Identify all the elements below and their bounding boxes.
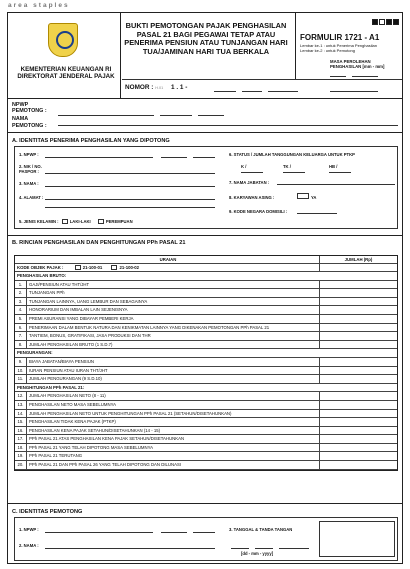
table-row — [15, 401, 397, 410]
table-row — [15, 306, 397, 315]
table-row — [15, 332, 397, 341]
withholder-npwp-label: NPWP PEMOTONG : — [12, 102, 47, 115]
row-description: TUNJANGAN LAINNYA, UANG LEMBUR DAN SEBAGAINYA — [29, 298, 148, 304]
header-divider — [295, 13, 296, 79]
amount-field[interactable] — [319, 281, 397, 289]
signer-npwp-field-1[interactable] — [45, 532, 153, 533]
row-number: 15. — [15, 418, 27, 426]
row-number: 16. — [15, 427, 27, 435]
signer-name-label: 2. NAMA : — [19, 543, 39, 548]
date-year-field[interactable] — [279, 548, 309, 549]
row-number: 20. — [15, 461, 27, 469]
table-row — [15, 444, 397, 453]
tax-object-code-row — [15, 264, 397, 272]
withholder-name-label: NAMA PEMOTONG : — [12, 116, 47, 129]
row-number: 7. — [15, 332, 27, 340]
table-row — [15, 289, 397, 298]
income-table — [14, 255, 398, 471]
table-row — [15, 461, 397, 470]
row-description: GAJI/PENSIUN ATAU THT/JHT — [29, 281, 90, 287]
row-description: PENGHASILAN KENA PAJAK SETAHUN/DISETAHUNKAN (14 - 15) — [29, 427, 161, 433]
table-row — [15, 358, 397, 367]
row-number: 14. — [15, 410, 27, 418]
amount-field[interactable] — [319, 375, 397, 383]
recipient-address-label: 4. ALAMAT : — [19, 195, 44, 200]
tax-form — [7, 12, 403, 564]
section-b-title: B. RINCIAN PENGHASILAN DAN PENGHITUNGAN PPh PASAL 21 — [12, 240, 186, 246]
row-number: 9. — [15, 358, 27, 366]
row-number: 11. — [15, 375, 27, 383]
table-row — [15, 418, 397, 427]
date-day-field[interactable] — [231, 548, 249, 549]
row-description: HONORARIUM DAN IMBALAN LAIN SEJENISNYA — [29, 307, 128, 313]
amount-field[interactable] — [319, 392, 397, 400]
gender-row — [19, 219, 133, 224]
position-label: 7. NAMA JABATAN : — [229, 180, 270, 185]
title-line: BUKTI PEMOTONGAN PAJAK PENGHASILAN — [125, 21, 287, 30]
header-rule — [122, 79, 402, 80]
signer-npwp-field-2[interactable] — [161, 532, 187, 533]
table-row — [15, 410, 397, 419]
amount-field[interactable] — [319, 289, 397, 297]
ministry-logo-icon — [48, 23, 78, 57]
row-number: 1. — [15, 281, 27, 289]
withholder-npwp-field-1[interactable] — [58, 115, 154, 116]
row-number: 13. — [15, 401, 27, 409]
recipient-npwp-field-2[interactable] — [161, 157, 187, 158]
nomor-field-2[interactable] — [242, 91, 262, 92]
withholder-npwp-field-3[interactable] — [198, 115, 224, 116]
amount-field[interactable] — [319, 435, 397, 443]
status-k-label: K / — [241, 164, 247, 169]
header-divider — [120, 13, 121, 99]
withholder-block — [12, 102, 52, 129]
date-month-field[interactable] — [255, 548, 273, 549]
gender-label: 5. JENIS KELAMIN : — [19, 219, 59, 224]
col-amount-header: JUMLAH (Rp) — [319, 256, 397, 263]
table-group-row — [15, 384, 397, 393]
section-a-title: A. IDENTITAS PENERIMA PENGHASILAN YANG DIPOTONG — [12, 138, 170, 144]
ministry-name: KEMENTERIAN KEUANGAN RI DIREKTORAT JENDERAL PAJAK — [17, 66, 115, 80]
row-description: IURAN PENSIUN ATAU IURAN THT/JHT — [29, 367, 108, 373]
status-tk-label: TK / — [283, 164, 291, 169]
table-row — [15, 367, 397, 376]
recipient-nik-field[interactable] — [45, 173, 215, 174]
watermark-text: area staples — [8, 2, 70, 9]
table-row — [15, 298, 397, 307]
code-label: KODE OBJEK PAJAK : — [17, 265, 64, 270]
table-rows — [15, 272, 397, 470]
row-description: BIAYA JABATAN/BIAYA PENSIUN — [29, 358, 94, 364]
country-code-field[interactable] — [297, 213, 337, 214]
foreign-employee-checkbox[interactable] — [297, 193, 309, 199]
section-divider — [8, 132, 402, 133]
row-description: PPh PASAL 21 DAN PPh PASAL 26 YANG TELAH DIPOTONG DAN DILUNASI — [29, 462, 182, 468]
recipient-name-field[interactable] — [45, 186, 215, 187]
amount-field[interactable] — [319, 444, 397, 452]
row-number: 18. — [15, 444, 27, 452]
row-number: 2. — [15, 289, 27, 297]
amount-field[interactable] — [319, 410, 397, 418]
signature-box[interactable] — [319, 521, 395, 557]
title-line: PENERIMA PENSIUN ATAU TUNJANGAN HARI — [124, 38, 288, 48]
period-field-from[interactable] — [330, 76, 346, 77]
code-2-label: 21-100-02 — [119, 265, 140, 270]
tax-object-code — [17, 264, 139, 272]
status-tk-field[interactable] — [283, 172, 305, 173]
period-field-year[interactable] — [330, 91, 378, 92]
table-group-row — [15, 272, 397, 281]
row-number: 12. — [15, 392, 27, 400]
date-signature-label: 3. TANGGAL & TANDA TANGAN — [229, 527, 293, 532]
section-c-box — [14, 517, 398, 561]
withholder-name-field[interactable] — [58, 125, 398, 126]
amount-field[interactable] — [319, 401, 397, 409]
form-marker-boxes — [372, 19, 399, 25]
row-description: JUMLAH PENGURANGAN (9 S.D.10) — [29, 376, 102, 382]
amount-field[interactable] — [319, 315, 397, 323]
table-row — [15, 375, 397, 384]
row-description: PENGHITUNGAN PPh PASAL 21: — [17, 384, 85, 390]
sheet-note: Lembar ke-2 : untuk Pemotong — [300, 47, 355, 53]
form-header — [8, 13, 402, 99]
amount-field[interactable] — [319, 427, 397, 435]
signer-name-field[interactable] — [45, 548, 215, 549]
table-row — [15, 341, 397, 350]
amount-cell — [319, 264, 397, 271]
section-c-title: C. IDENTITAS PEMOTONG — [12, 509, 83, 515]
col-description-header: URAIAN — [159, 257, 177, 262]
table-group-row — [15, 349, 397, 358]
table-row — [15, 392, 397, 401]
amount-field[interactable] — [319, 332, 397, 340]
code-1-label: 21-100-01 — [82, 265, 103, 270]
row-description: JUMLAH PENGHASILAN NETO UNTUK PENGHITUNGAN PPh PASAL 21 (SETAHUN/DISETAHUNKAN) — [29, 410, 232, 416]
row-description: TUNJANGAN PPh — [29, 290, 65, 296]
form-title — [122, 22, 290, 56]
nomor-row: NOMOR : H.01 1 . 1 - — [125, 84, 188, 91]
row-description: PENERIMAAN DALAM BENTUK NATURA DAN KENIKMATAN LAINNYA YANG DIKENAKAN PEMOTONGAN PPh PASAL 21 — [29, 324, 270, 330]
row-description: PREMI ASURANSI YANG DIBAYAR PEMBERI KERJA — [29, 315, 134, 321]
male-checkbox[interactable] — [62, 219, 68, 224]
row-number: 19. — [15, 452, 27, 460]
section-divider — [8, 503, 402, 504]
row-description: PENGURANGAN: — [17, 350, 53, 356]
row-description: PENGHASILAN BRUTO: — [17, 273, 67, 278]
nomor-field-3[interactable] — [268, 91, 298, 92]
row-description: JUMLAH PENGHASILAN NETO (8 - 11) — [29, 393, 106, 399]
row-number: 17. — [15, 435, 27, 443]
row-description: PPh PASAL 21 YANG TELAH DIPOTONG MASA SEBELUMNYA — [29, 444, 154, 450]
female-label: PEREMPUAN — [105, 219, 133, 224]
foreign-employee-label: 8. KARYAWAN ASING : — [229, 195, 275, 200]
recipient-npwp-label: 1. NPWP : — [19, 152, 39, 157]
status-k-field[interactable] — [241, 172, 263, 173]
nomor-field-1[interactable] — [214, 91, 236, 92]
code-2-checkbox[interactable] — [111, 265, 117, 270]
ptkp-status-label: 6. STATUS / JUMLAH TANGGUNGAN KELUARGA UNTUK PTKP — [229, 152, 355, 157]
nomor-prefix: 1 . 1 - — [171, 84, 188, 91]
table-row — [15, 452, 397, 461]
nomor-label: NOMOR : — [125, 84, 154, 91]
position-field[interactable] — [277, 184, 395, 185]
row-number: 6. — [15, 324, 27, 332]
amount-field[interactable] — [319, 358, 397, 366]
table-row — [15, 435, 397, 444]
period-subtitle: PENGHASILAN [mm - mm] — [330, 64, 385, 69]
row-number: 10. — [15, 367, 27, 375]
female-checkbox[interactable] — [98, 219, 104, 224]
table-row — [15, 281, 397, 290]
amount-field[interactable] — [319, 324, 397, 332]
form-code: FORMULIR 1721 - A1 — [300, 33, 380, 42]
sheet-note: Lembar ke-1 : untuk Penerima Penghasilan — [300, 43, 377, 48]
yes-label: YA — [311, 195, 317, 200]
sheet-notes — [300, 44, 377, 53]
code-1-checkbox[interactable] — [75, 265, 81, 270]
country-code-label: 9. KODE NEGARA DOMISILI : — [229, 209, 288, 214]
row-number: 4. — [15, 306, 27, 314]
recipient-nik-label: 2. NIK / NO. PASPOR : — [19, 164, 42, 174]
table-header — [15, 256, 397, 264]
amount-field[interactable] — [319, 367, 397, 375]
row-description: PENGHASILAN NETO MASA SEBELUMNYA — [29, 401, 116, 407]
amount-field[interactable] — [319, 452, 397, 460]
status-hb-field[interactable] — [329, 172, 351, 173]
period-field-to[interactable] — [352, 76, 378, 77]
row-description: TANTIEM, BONUS, GRATIFIKASI, JASA PRODUKSI DAN THR — [29, 333, 151, 339]
title-line: PASAL 21 BAGI PEGAWAI TETAP ATAU — [136, 29, 276, 39]
male-label: LAKI-LAKI — [69, 219, 91, 224]
recipient-npwp-field-3[interactable] — [193, 157, 215, 158]
recipient-npwp-field-1[interactable] — [45, 157, 153, 158]
section-divider — [8, 235, 402, 236]
recipient-address-field-1[interactable] — [45, 199, 215, 200]
recipient-name-label: 3. NAMA : — [19, 181, 39, 186]
table-row — [15, 315, 397, 324]
date-format-hint: [dd - mm - yyyy] — [241, 551, 274, 556]
recipient-address-field-2[interactable] — [45, 207, 215, 208]
row-number: 3. — [15, 298, 27, 306]
amount-field[interactable] — [319, 306, 397, 314]
row-description: PPh PASAL 21 ATAS PENGHASILAN KENA PAJAK SETAHUN/DISETAHUNKAN — [29, 436, 185, 442]
row-number: 5. — [15, 315, 27, 323]
title-line: TUA/JAMINAN HARI TUA BERKALA — [142, 46, 270, 56]
section-a-box — [14, 146, 398, 229]
signer-npwp-field-3[interactable] — [193, 532, 215, 533]
row-description: PPh PASAL 21 TERUTANG — [29, 453, 83, 459]
amount-field[interactable] — [319, 461, 397, 469]
status-hb-label: HB / — [329, 164, 338, 169]
table-row — [15, 427, 397, 436]
row-description: PENGHASILAN TIDAK KENA PAJAK (PTKP) — [29, 419, 116, 425]
row-description: JUMLAH PENGHASILAN BRUTO (1 S.D.7) — [29, 341, 113, 347]
period-title: MASA PEROLEHAN — [330, 59, 371, 64]
amount-field[interactable] — [319, 341, 397, 349]
table-row — [15, 324, 397, 333]
amount-field[interactable] — [319, 418, 397, 426]
row-number: 8. — [15, 341, 27, 349]
amount-field[interactable] — [319, 298, 397, 306]
signer-npwp-label: 1. NPWP : — [19, 527, 39, 532]
withholder-npwp-field-2[interactable] — [160, 115, 192, 116]
